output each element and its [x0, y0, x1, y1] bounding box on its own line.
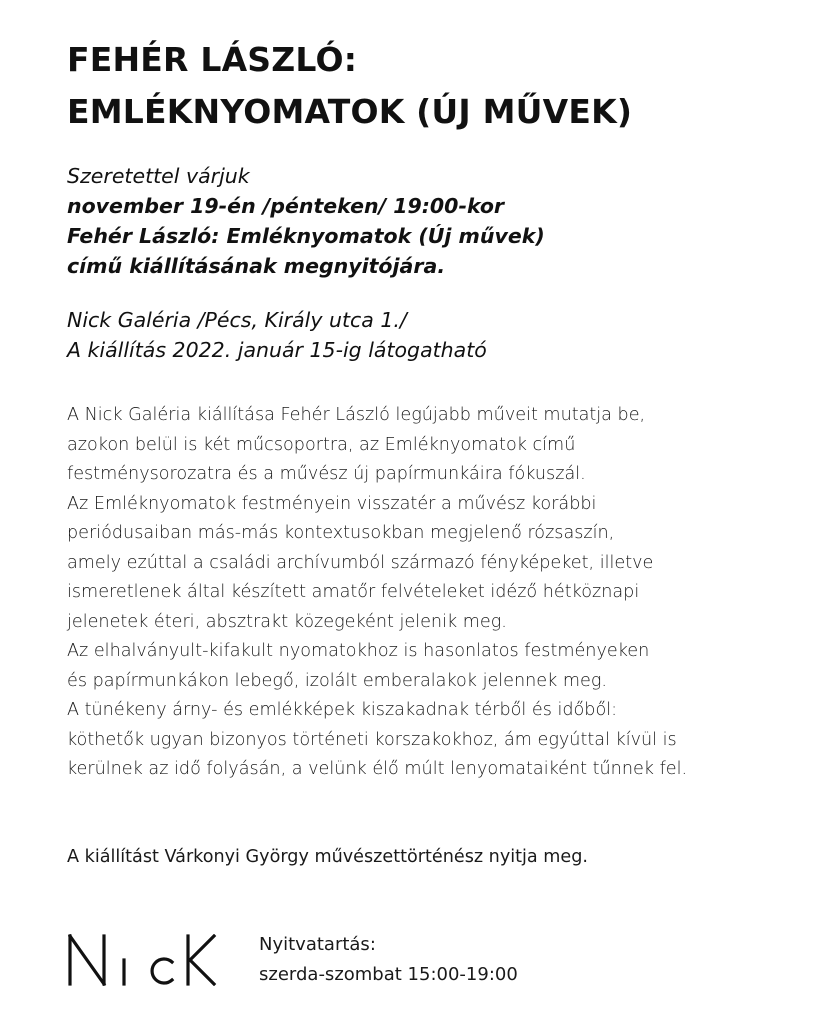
description-line: ismeretlenek által készített amatőr felvételeket idéző hétköznapi	[67, 582, 640, 602]
description-line: A Nick Galéria kiállítása Fehér László legújabb műveit mutatja be,	[67, 405, 646, 425]
description-line: azokon belül is két műcsoportra, az Emléknyomatok című	[67, 434, 576, 455]
description-line: periódusaiban más-más kontextusokban megjelenő rózsaszín,	[67, 523, 615, 543]
venue-block	[67, 305, 487, 365]
invite-opening: című kiállításának megnyitójára.	[67, 254, 446, 278]
exhibition-description	[67, 401, 787, 785]
page-title	[67, 34, 632, 138]
nick-gallery-logo	[68, 934, 218, 986]
description-line: festménysorozatra és a művész új papírmunkáira fókuszál.	[67, 464, 586, 484]
description-line: A tünékeny árny- és emlékképek kiszakadnak térből és időből:	[67, 700, 618, 720]
description-line: jelenetek éteri, absztrakt közegeként jelenik meg.	[67, 611, 507, 632]
description-line: köthetők ugyan bizonyos történeti korszakokhoz, ám egyúttal kívül is	[67, 729, 677, 750]
title-line-1: FEHÉR LÁSZLÓ:	[67, 40, 358, 79]
venue-duration: A kiállítás 2022. január 15-ig látogatható	[67, 338, 487, 362]
invite-date: november 19-én /pénteken/ 19:00-kor	[67, 194, 505, 218]
description-line: kerülnek az idő folyásán, a velünk élő múlt lenyomataiként tűnnek fel.	[67, 759, 688, 779]
description-line: Az elhalványult-kifakult nyomatokhoz is hasonlatos festményeken	[67, 641, 650, 661]
opening-speaker: A kiállítást Várkonyi György művészettörténész nyitja meg.	[67, 847, 589, 867]
opening-hours-value: szerda-szombat 15:00-19:00	[259, 964, 518, 985]
invite-greeting: Szeretettel várjuk	[67, 164, 250, 188]
opening-hours	[259, 930, 518, 990]
invitation-block	[67, 161, 545, 281]
description-line: Az Emléknyomatok festményein visszatér a művész korábbi	[67, 493, 597, 514]
title-line-2: EMLÉKNYOMATOK (ÚJ MŰVEK)	[67, 92, 633, 131]
description-line: és papírmunkákon lebegő, izolált emberalakok jelennek meg.	[67, 670, 608, 691]
opening-hours-label: Nyitvatartás:	[259, 934, 376, 955]
description-line: amely ezúttal a családi archívumból származó fényképeket, illetve	[67, 552, 654, 573]
nick-logo-icon	[68, 934, 218, 986]
venue-address: Nick Galéria /Pécs, Király utca 1./	[67, 308, 407, 332]
invite-exhibition-title: Fehér László: Emléknyomatok (Új művek)	[67, 224, 545, 248]
